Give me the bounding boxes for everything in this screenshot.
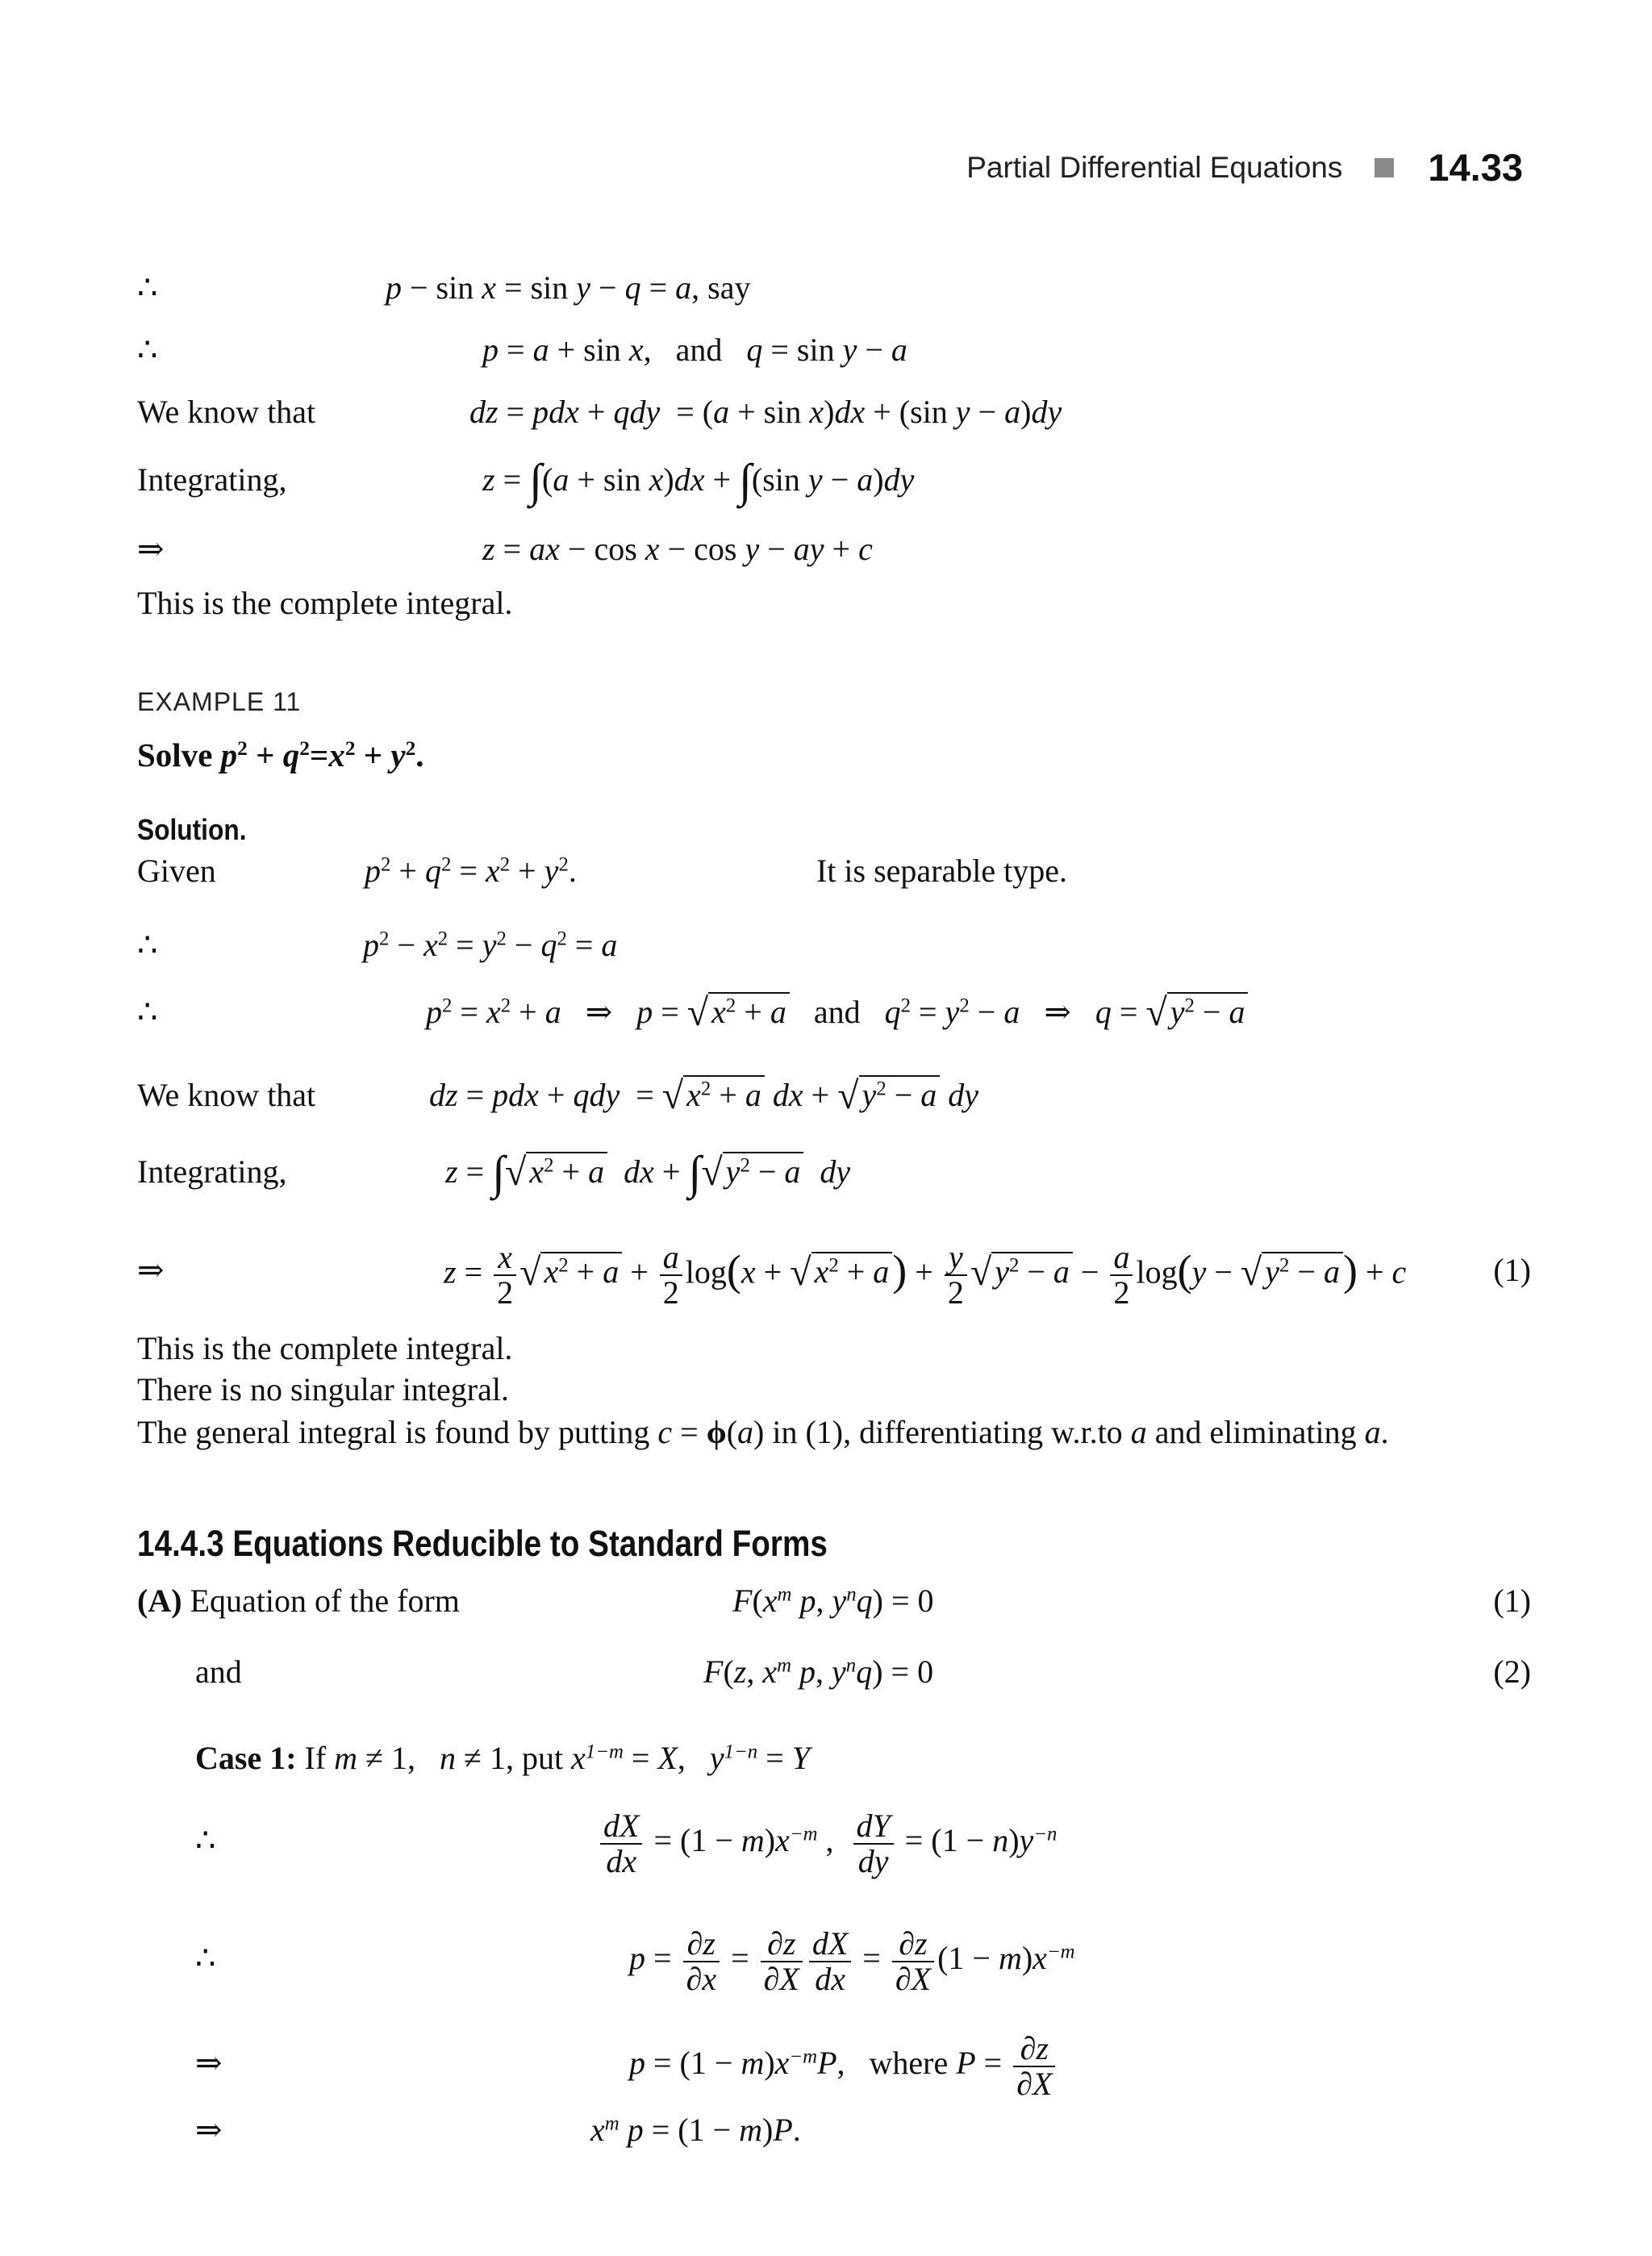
- math-line: [0, 1918, 1652, 1999]
- text-label: Integrating,: [137, 461, 287, 498]
- equation: p − sin x = sin y − q = a, say: [386, 269, 751, 306]
- math-line: [0, 843, 1652, 899]
- equation: $p^2 + q^2 = x^2 + y^2$.: [365, 853, 577, 889]
- equation: $F(x^m$ p, $y^nq) = 0$: [732, 1583, 934, 1619]
- conclusion-part: The general integral is found by putting: [137, 1414, 650, 1450]
- therefore-symbol: ∴: [137, 927, 158, 963]
- math-line: [0, 1800, 1652, 1881]
- implies-symbol: ⇒: [195, 2045, 223, 2081]
- case-text: put: [521, 1740, 564, 1776]
- equation: $p = (1 - m)x^{-m}P$, where P = $\frac{\partial z}{\partial X}$: [629, 2023, 1058, 2104]
- case-text: If: [304, 1740, 327, 1776]
- case-label: Case 1:: [195, 1740, 297, 1776]
- equation: z = ax − cos x − cos y − ay + c: [482, 531, 873, 567]
- math-line: [0, 260, 1652, 316]
- therefore-symbol: ∴: [137, 994, 158, 1030]
- math-line: [0, 384, 1652, 440]
- running-header: [966, 145, 1523, 190]
- where-text: where: [869, 2045, 949, 2081]
- solution-label: Solution.: [137, 813, 247, 846]
- example-title-word: Solve: [137, 736, 213, 774]
- equation: $p^2 = x^2 + a$ ⇒ p = √ $x^2 + a$ and $q^2 = y^2 - a$ ⇒ q = √ $y^2 - a$: [426, 984, 1248, 1041]
- case-line: Case 1: If m ≠ 1, n ≠ 1, put $x^{1-m} = X$, $y^{1-n} = Y$: [195, 1740, 811, 1776]
- equation-number: (1): [1493, 1252, 1531, 1288]
- text-label: Integrating,: [137, 1153, 287, 1190]
- example-title: Solve $p^2 + q^2=x^2 + y^2$.: [137, 736, 424, 774]
- equation: dz = pdx + qdy = √ $x^2 + a$ dx + √ $y^2 - a$ dy: [429, 1074, 979, 1117]
- equation: z = ∫√ $x^2 + a$ dx + ∫√ $y^2 - a$ dy: [445, 1145, 851, 1199]
- equation: $\frac{dX}{dx}$ = $(1 - m)x^{-m}$ , $\frac{dY}{dy}$ = $(1 - n)y^{-n}$: [597, 1800, 1057, 1881]
- math-line: [0, 2102, 1652, 2158]
- math-line: [0, 322, 1652, 378]
- math-line: [0, 917, 1652, 974]
- math-line: [0, 521, 1652, 578]
- part-a-text: Equation of the form: [190, 1583, 460, 1619]
- math-line: [0, 1067, 1652, 1124]
- conclusion-part: and eliminating: [1154, 1414, 1357, 1450]
- text-label: and: [195, 1653, 242, 1690]
- implies-symbol: ⇒: [195, 2112, 223, 2148]
- math-line: [0, 1573, 1652, 1629]
- text-label: [137, 1573, 460, 1629]
- therefore-symbol: ∴: [137, 332, 158, 368]
- section-heading: 14.4.3 Equations Reducible to Standard Forms: [137, 1523, 828, 1564]
- equation: $p^2 - x^2 = y^2 - q^2 = a$: [363, 927, 618, 963]
- implies-symbol: ⇒: [137, 1252, 165, 1288]
- page-number: 14.33: [1428, 146, 1523, 189]
- math-line: [0, 2023, 1652, 2104]
- therefore-symbol: ∴: [195, 1822, 216, 1858]
- conclusion-text: This is the complete integral.: [137, 1330, 513, 1366]
- equation-number: (2): [1493, 1653, 1531, 1690]
- part-a-label: (A): [137, 1583, 182, 1619]
- text-label: Given: [137, 853, 216, 889]
- conclusion-text: The general integral is found by putting c = ϕ(a) in (1), differentiating w.r.to a and eliminating a.: [137, 1414, 1389, 1450]
- square-bullet-icon: [1375, 158, 1394, 177]
- math-line: [0, 1144, 1652, 1200]
- equation: $x^m$ p = (1 − m)P.: [590, 2112, 801, 2148]
- conclusion-text: This is the complete integral.: [137, 585, 513, 621]
- equation: F(z, $x^m$ p, $y^nq) = 0$: [703, 1653, 934, 1690]
- math-line: [0, 1644, 1652, 1700]
- text-label: We know that: [137, 394, 316, 430]
- equation: dz = pdx + qdy = (a + sin x)dx + (sin y − a)dy: [469, 394, 1062, 430]
- math-line: [0, 1730, 1652, 1787]
- equation: p = a + sin x, and q = sin y − a: [482, 332, 907, 368]
- math-line: [0, 452, 1652, 508]
- separable-note: It is separable type.: [816, 853, 1067, 889]
- text-label: We know that: [137, 1077, 316, 1113]
- equation: z = $\frac{x}{2}$ √ $x^2 + a$ + $\frac{a}{2}$ log(x + √ $x^2 + a$) + $\frac{y}{2}$ √ $y^2 - a$ − $\frac{a}{2}$ log(y − √ $y^2 - a) + c$: [444, 1239, 1407, 1311]
- conclusion-part: in (1), differentiating w.r.to: [772, 1414, 1123, 1450]
- implies-symbol: ⇒: [137, 531, 165, 567]
- header-title: Partial Differential Equations: [966, 150, 1343, 184]
- therefore-symbol: ∴: [195, 1940, 216, 1976]
- equation-number: (1): [1493, 1583, 1531, 1619]
- math-line: [0, 984, 1652, 1040]
- therefore-symbol: ∴: [137, 269, 158, 306]
- conclusion-text: There is no singular integral.: [137, 1371, 509, 1407]
- example-label: EXAMPLE 11: [137, 687, 302, 716]
- equation: p = $\frac{\partial z}{\partial x}$ = $\frac{\partial z}{\partial X}$ $\frac{dX}{dx}$ = $\frac{\partial z}{\partial X}$ $(1 - m)x^{-m}$: [629, 1924, 1075, 1997]
- math-line: [0, 1234, 1652, 1311]
- equation: z = ∫(a + sin x)dx + ∫(sin y − a)dy: [482, 453, 915, 507]
